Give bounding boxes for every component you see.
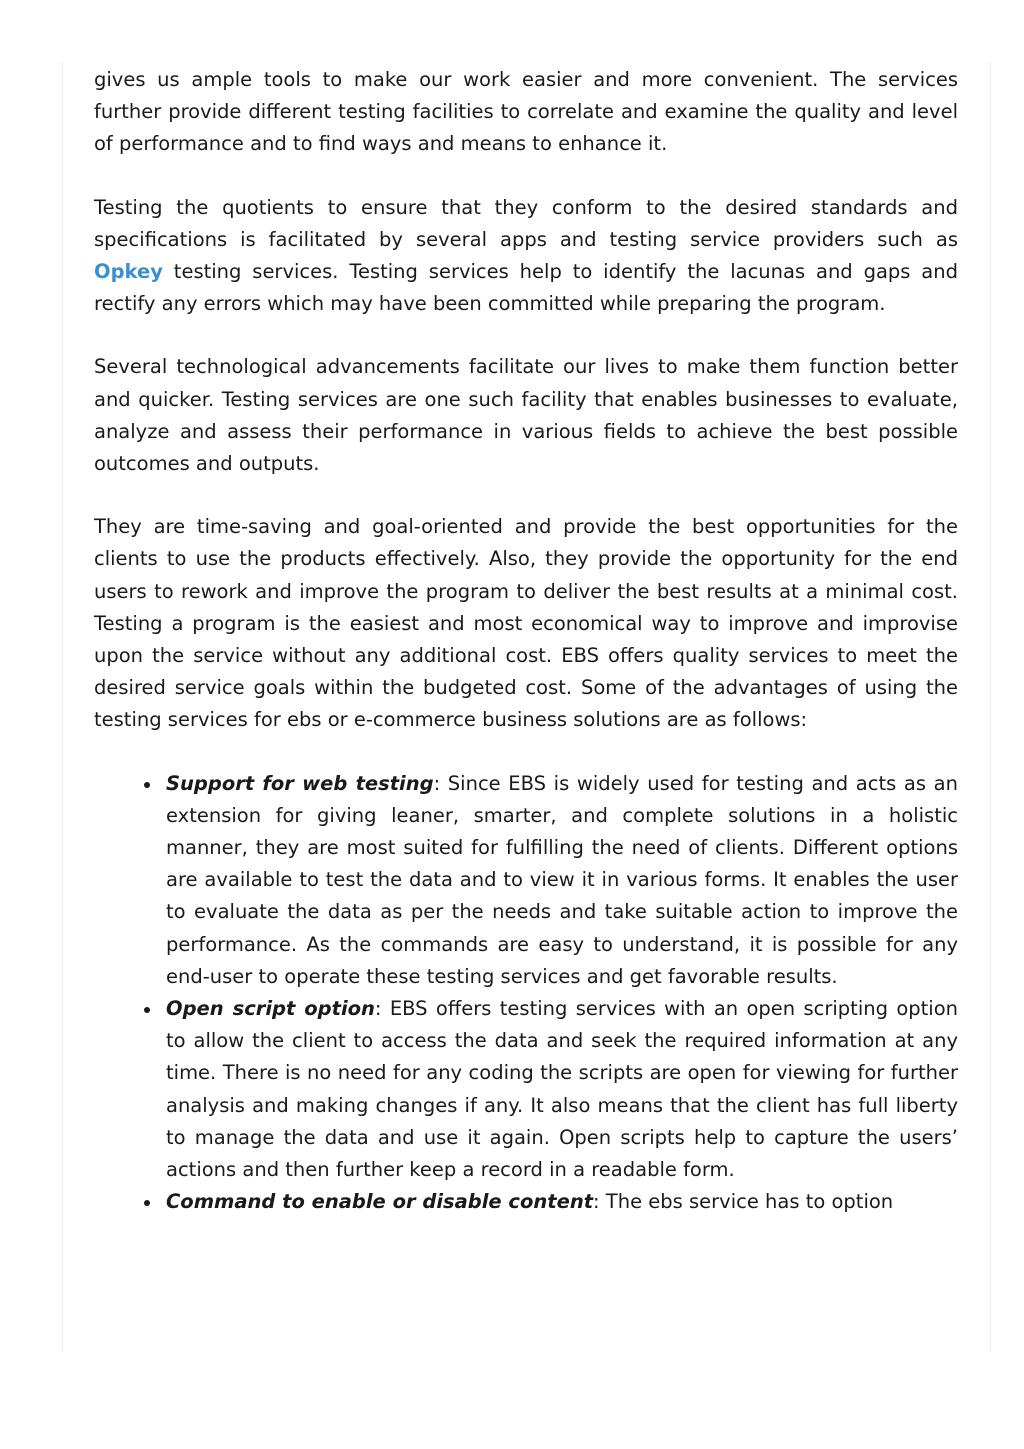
paragraph-technological-advancements: Several technological advancements facilitate our lives to make them function better and quicker. Testing services are one such facility that enables businesses to evaluate, analyze and assess their performance in various fields to achieve the best possible outcomes and outputs. — [94, 355, 958, 476]
advantage-term: Open script option — [166, 997, 375, 1021]
advantage-term: Support for web testing — [166, 771, 434, 795]
article-body — [94, 64, 958, 1219]
advantage-text: : The ebs service has to option — [593, 1190, 894, 1214]
paragraph-intro: gives us ample tools to make our work easier and more convenient. The services further provide different testing facilities to correlate and examine the quality and level of performance and to find ways and means to enhance it. — [94, 68, 958, 156]
paragraph-text: testing services. Testing services help to identify the lacunas and gaps and rectify any errors which may have been committed while preparing the program. — [94, 260, 958, 316]
paragraph-text: Testing the quotients to ensure that they conform to the desired standards and specifications is facilitated by several apps and testing service providers such as — [94, 195, 958, 251]
opkey-link[interactable]: Opkey — [94, 260, 163, 284]
advantage-text: : EBS offers testing services with an open scripting option to allow the client to access the data and seek the required information at any time. There is no need for any coding the scripts are open for viewing for further analysis and making changes if any. It also means that the client has full liberty to manage the data and use it again. Open scripts help to capture the users’ actions and then further keep a record in a readable form. — [166, 997, 958, 1182]
advantage-text: : Since EBS is widely used for testing and acts as an extension for giving leaner, smarter, and complete solutions in a holistic manner, they are most suited for fulfilling the need of clients. Different options are available to test the data and to view it in various forms. It enables the user to evaluate the data as per the needs and take suitable action to improve the performance. As the commands are easy to understand, it is possible for any end-user to operate these testing services and get favorable results. — [166, 771, 958, 988]
advantage-term: Command to enable or disable content — [166, 1190, 594, 1214]
list-item — [166, 993, 958, 1186]
advantages-list — [94, 768, 958, 1219]
list-item — [166, 1186, 958, 1218]
paragraph-testing-quotients — [94, 192, 958, 321]
paragraph-time-saving: They are time-saving and goal-oriented and provide the best opportunities for the clients to use the products effectively. Also, they provide the opportunity for the end users to rework and improve the program to deliver the best results at a minimal cost. Testing a program is the easiest and most economical way to improve and improvise upon the service without any additional cost. EBS offers quality services to meet the desired service goals within the budgeted cost. Some of the advantages of using the testing services for ebs or e-commerce business solutions are as follows: — [94, 515, 958, 732]
list-item — [166, 768, 958, 993]
